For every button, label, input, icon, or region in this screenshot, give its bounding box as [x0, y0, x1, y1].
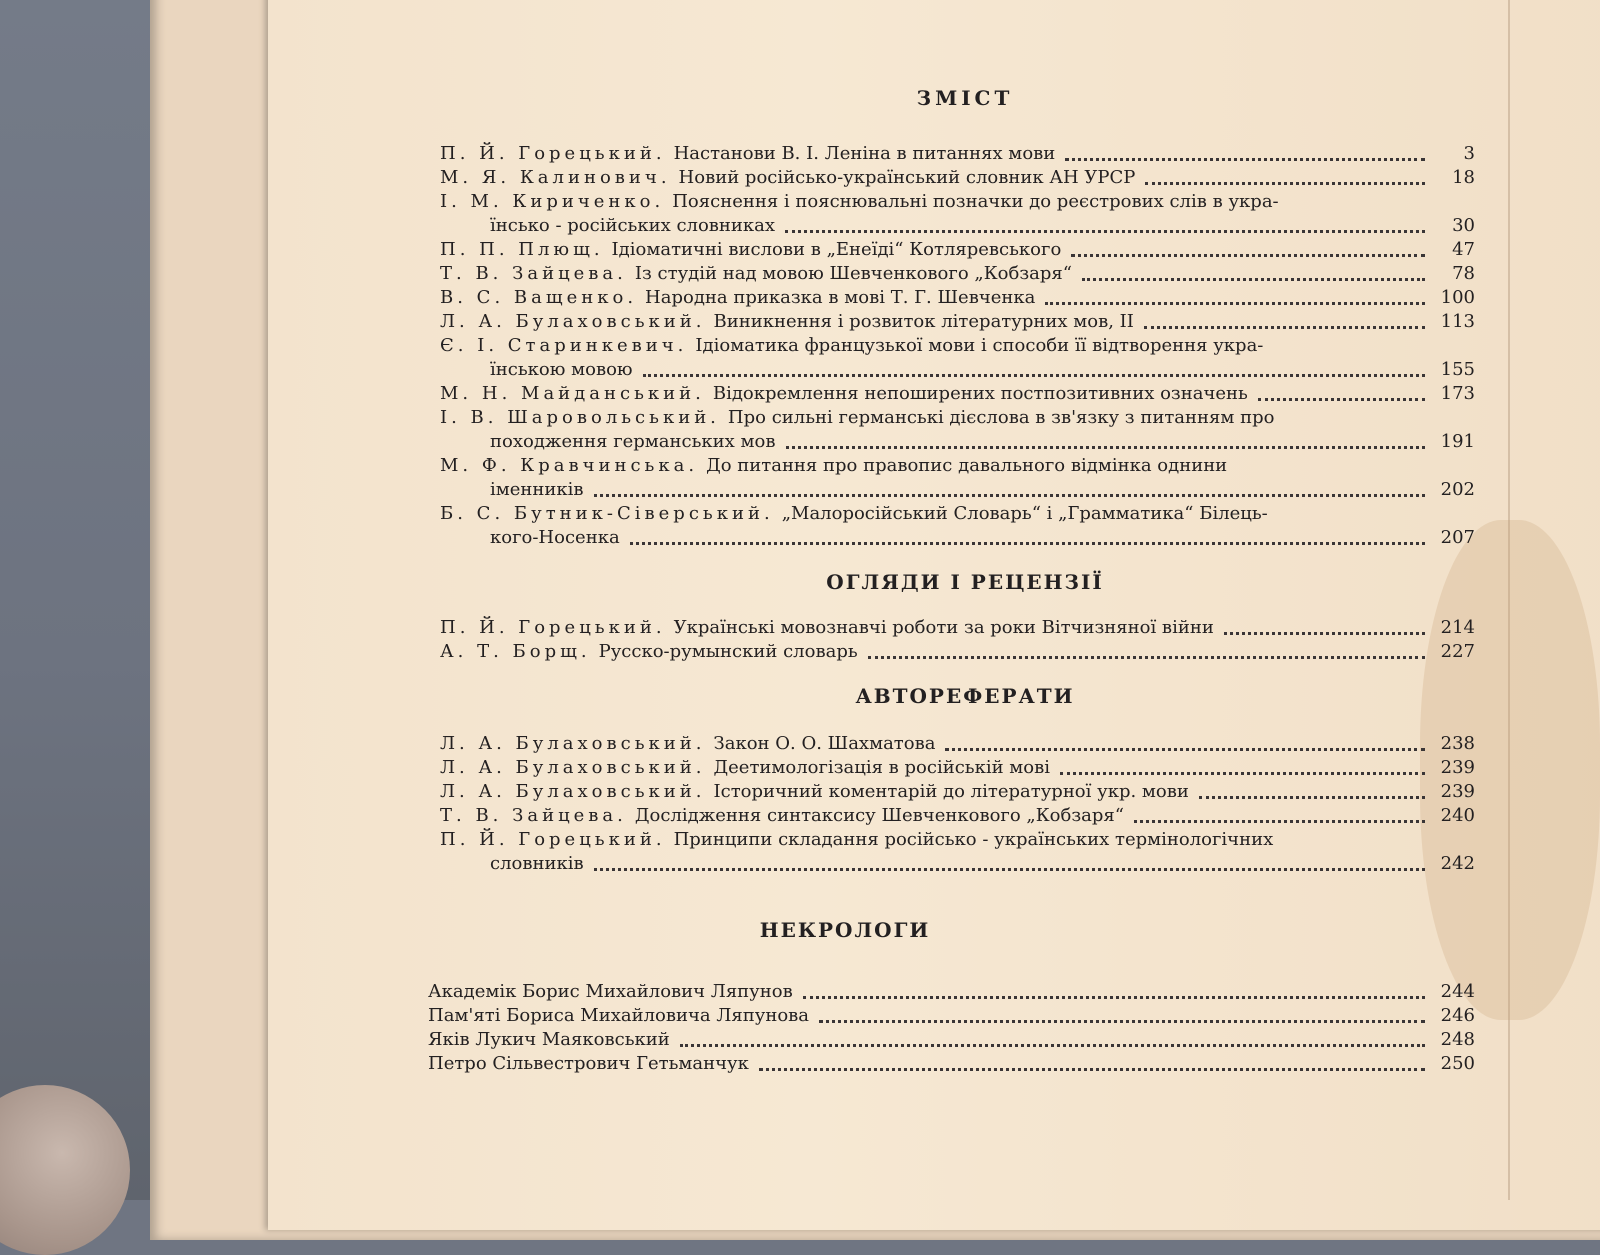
entry-page: 202 — [1440, 479, 1475, 500]
entry-author: Л. А. Булаховський. — [440, 781, 706, 802]
toc-entry — [440, 730, 1475, 754]
section-heading-abstracts: АВТОРЕФЕРАТИ — [855, 684, 1075, 708]
toc-entry — [440, 500, 1475, 524]
section-heading-obituaries: НЕКРОЛОГИ — [759, 918, 931, 942]
toc-entry — [428, 1002, 1475, 1026]
toc-entry — [440, 164, 1475, 188]
toc-entry — [440, 754, 1475, 778]
entry-title: Дослідження синтаксису Шевченкового „Кобзаря“ — [634, 805, 1124, 826]
entry-title: Ідіоматичні вислови в „Енеїді“ Котляревського — [611, 239, 1062, 260]
entry-page: 47 — [1452, 239, 1475, 260]
dot-leader — [1060, 771, 1425, 775]
toc-entry — [440, 614, 1475, 638]
entry-page: 239 — [1440, 781, 1475, 802]
dot-leader — [1199, 795, 1425, 799]
entry-title: Пояснення і пояснювальні позначки до реєстрових слів в укра- — [672, 191, 1279, 212]
toc-entry — [440, 236, 1475, 260]
toc-entry — [440, 404, 1475, 428]
entry-title-continuation: кого-Носенка — [490, 527, 620, 548]
entry-page: 239 — [1440, 757, 1475, 778]
dot-leader — [1258, 397, 1425, 401]
dot-leader — [819, 1019, 1425, 1023]
dot-leader — [643, 373, 1425, 377]
entry-author: Т. В. Зайцева. — [440, 263, 627, 284]
entry-title: Академік Борис Михайлович Ляпунов — [428, 981, 793, 1002]
entry-page: 3 — [1463, 143, 1475, 164]
entry-author: І. М. Кириченко. — [440, 191, 665, 212]
entry-author: Б. С. Бутник-Сіверський. — [440, 503, 774, 524]
entry-title-continuation: їнською мовою — [490, 359, 633, 380]
entry-page: 248 — [1440, 1029, 1475, 1050]
toc-entry — [428, 1050, 1475, 1074]
toc-entry-continuation — [490, 356, 1475, 380]
entry-author: П. Й. Горецький. — [440, 829, 666, 850]
entry-title: Принципи складання російсько - українських термінологічних — [673, 829, 1274, 850]
dot-leader — [1224, 631, 1425, 635]
dot-leader — [945, 747, 1425, 751]
toc-entry — [440, 638, 1475, 662]
entry-title: Із студій над мовою Шевченкового „Кобзаря“ — [634, 263, 1072, 284]
entry-title: Закон О. О. Шахматова — [713, 733, 936, 754]
dot-leader — [594, 493, 1425, 497]
entry-page: 173 — [1440, 383, 1475, 404]
entry-page: 100 — [1440, 287, 1475, 308]
entry-title: До питання про правопис давального відмінка однини — [706, 455, 1228, 476]
toc-entry — [440, 188, 1475, 212]
toc-entry — [440, 308, 1475, 332]
entry-page: 238 — [1440, 733, 1475, 754]
toc-entry — [440, 284, 1475, 308]
toc-entry — [440, 260, 1475, 284]
dot-leader — [1082, 277, 1425, 281]
entry-title: Русско-румынский словарь — [598, 641, 858, 662]
toc-entry-continuation — [490, 476, 1475, 500]
entry-author: М. Н. Майданський. — [440, 383, 705, 404]
dot-leader — [1144, 325, 1425, 329]
entry-author: Т. В. Зайцева. — [440, 805, 627, 826]
toc-entry — [440, 380, 1475, 404]
entry-title: Українські мовознавчі роботи за роки Вітчизняної війни — [673, 617, 1214, 638]
entry-title: Відокремлення непоширених постпозитивних означень — [712, 383, 1248, 404]
dot-leader — [759, 1067, 1425, 1071]
entry-page: 242 — [1440, 853, 1475, 874]
toc-entry-continuation — [490, 212, 1475, 236]
entry-page: 78 — [1452, 263, 1475, 284]
toc-entry — [440, 332, 1475, 356]
dot-leader — [594, 867, 1425, 871]
entry-author: Л. А. Булаховський. — [440, 757, 706, 778]
toc-entry — [428, 1026, 1475, 1050]
dot-leader — [786, 445, 1426, 449]
toc-entry — [428, 978, 1475, 1002]
entry-page: 191 — [1440, 431, 1475, 452]
entry-page: 246 — [1440, 1005, 1475, 1026]
toc-entry — [440, 802, 1475, 826]
entry-author: М. Я. Калинович. — [440, 167, 671, 188]
dot-leader — [1071, 253, 1425, 257]
toc-entry — [440, 826, 1475, 850]
dot-leader — [1134, 819, 1425, 823]
entry-page: 214 — [1440, 617, 1475, 638]
entry-page: 155 — [1440, 359, 1475, 380]
entry-title-continuation: їнсько - російських словниках — [490, 215, 776, 236]
entry-title: Ідіоматика французької мови і способи її відтворення укра- — [695, 335, 1264, 356]
toc-entry — [440, 140, 1475, 164]
entry-title: Настанови В. І. Леніна в питаннях мови — [673, 143, 1056, 164]
dot-leader — [680, 1043, 1425, 1047]
toc-entry — [440, 778, 1475, 802]
entry-title-continuation: словників — [490, 853, 584, 874]
entry-author: В. С. Ващенко. — [440, 287, 638, 308]
entry-title: Яків Лукич Маяковський — [428, 1029, 670, 1050]
dot-leader — [803, 995, 1425, 999]
entry-author: Л. А. Булаховський. — [440, 311, 706, 332]
dot-leader — [785, 229, 1425, 233]
entry-title: Виникнення і розвиток літературних мов, II — [713, 311, 1134, 332]
entry-title: Народна приказка в мові Т. Г. Шевченка — [645, 287, 1036, 308]
dot-leader — [1065, 157, 1425, 161]
entry-title: „Малоросійський Словарь“ і „Грамматика“ Білець- — [781, 503, 1268, 524]
entry-title: Про сильні германські дієслова в зв'язку з питанням про — [727, 407, 1275, 428]
toc-entry — [440, 452, 1475, 476]
toc-entry-continuation — [490, 850, 1475, 874]
entry-author: П. Й. Горецький. — [440, 617, 666, 638]
entry-title-continuation: іменників — [490, 479, 584, 500]
entry-page: 18 — [1452, 167, 1475, 188]
dot-leader — [1045, 301, 1425, 305]
entry-author: І. В. Шаровольський. — [440, 407, 720, 428]
contents-heading: ЗМІСТ — [916, 86, 1014, 110]
dot-leader — [868, 655, 1425, 659]
dot-leader — [1145, 181, 1425, 185]
entry-author: Л. А. Булаховський. — [440, 733, 706, 754]
toc-entry-continuation — [490, 428, 1475, 452]
entry-page: 207 — [1440, 527, 1475, 548]
entry-author: А. Т. Борщ. — [440, 641, 591, 662]
entry-page: 30 — [1452, 215, 1475, 236]
entry-author: Є. І. Старинкевич. — [440, 335, 688, 356]
entry-author: П. П. Плющ. — [440, 239, 604, 260]
section-heading-reviews: ОГЛЯДИ І РЕЦЕНЗІЇ — [826, 570, 1104, 594]
entry-title: Пам'яті Бориса Михайловича Ляпунова — [428, 1005, 810, 1026]
entry-title: Петро Сільвестрович Гетьманчук — [428, 1053, 749, 1074]
dot-leader — [630, 541, 1425, 545]
entry-page: 227 — [1440, 641, 1475, 662]
entry-title-continuation: походження германських мов — [490, 431, 776, 452]
entry-title: Новий російсько-український словник АН УРСР — [678, 167, 1136, 188]
entry-author: М. Ф. Кравчинська. — [440, 455, 699, 476]
entry-page: 113 — [1440, 311, 1475, 332]
entry-page: 244 — [1440, 981, 1475, 1002]
toc-entry-continuation — [490, 524, 1475, 548]
entry-page: 240 — [1440, 805, 1475, 826]
entry-page: 250 — [1440, 1053, 1475, 1074]
entry-title: Історичний коментарій до літературної укр. мови — [713, 781, 1189, 802]
entry-title: Деетимологізація в російській мові — [713, 757, 1051, 778]
entry-author: П. Й. Горецький. — [440, 143, 666, 164]
